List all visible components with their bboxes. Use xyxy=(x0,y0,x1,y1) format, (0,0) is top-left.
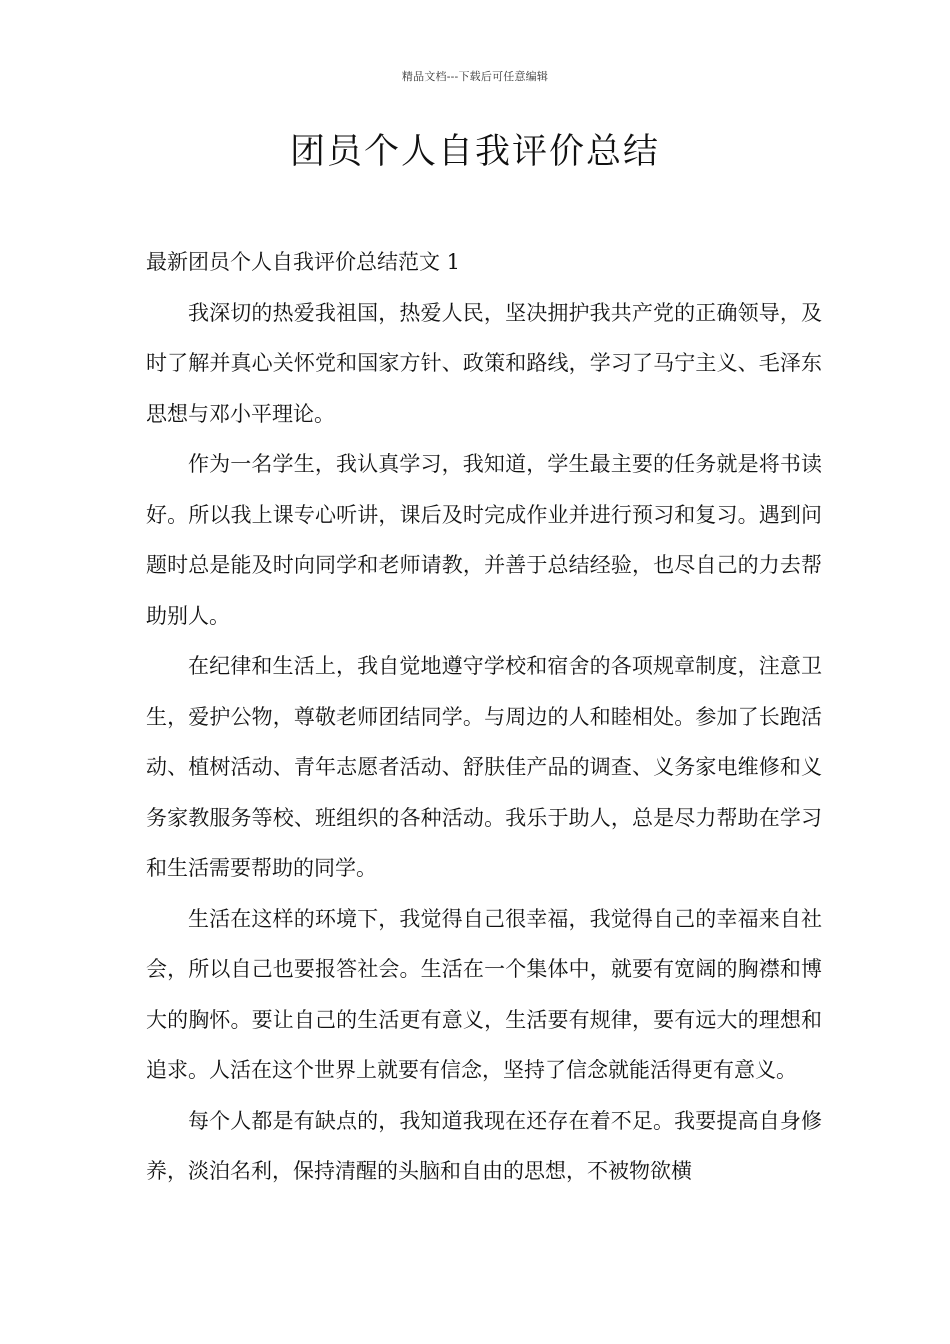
document-title: 团员个人自我评价总结 xyxy=(289,132,660,172)
paragraph-discipline-life: 在纪律和生活上，我自觉地遵守学校和宿舍的各项规章制度，注意卫生，爱护公物，尊敬老师团结同学。与周边的人和睦相处。参加了长跑活动、植树活动、青年志愿者活动、舒肤佳产品的调查、义务家电维修和义务家教服务等校、班组织的各种活动。我乐于助人，总是尽力帮助在学习和生活需要帮助的同学。 xyxy=(146,654,822,880)
section-subheading: 最新团员个人自我评价总结范文 1 xyxy=(146,250,461,274)
header-note: 精品文档---下载后可任意编辑 xyxy=(401,70,549,83)
document-body xyxy=(146,237,822,1197)
paragraph-happiness: 生活在这样的环境下，我觉得自己很幸福，我觉得自己的幸福来自社会，所以自己也要报答社会。生活在一个集体中，就要有宽阔的胸襟和博大的胸怀。要让自己的生活更有意义，生活要有规律，要有远大的理想和追求。人活在这个世界上就要有信念，坚持了信念就能活得更有意义。 xyxy=(146,906,822,1082)
paragraph-shortcomings: 每个人都是有缺点的，我知道我现在还存在着不足。我要提高自身修养，淡泊名利，保持清醒的头脑和自由的思想，不被物欲横 xyxy=(146,1108,822,1183)
paragraph-patriotism: 我深切的热爱我祖国，热爱人民，坚决拥护我共产党的正确领导，及时了解并真心关怀党和国家方针、政策和路线，学习了马宁主义、毛泽东思想与邓小平理论。 xyxy=(146,300,822,426)
paragraph-study: 作为一名学生，我认真学习，我知道，学生最主要的任务就是将书读好。所以我上课专心听讲，课后及时完成作业并进行预习和复习。遇到问题时总是能及时向同学和老师请教，并善于总结经验，也尽自己的力去帮助别人。 xyxy=(146,452,822,628)
